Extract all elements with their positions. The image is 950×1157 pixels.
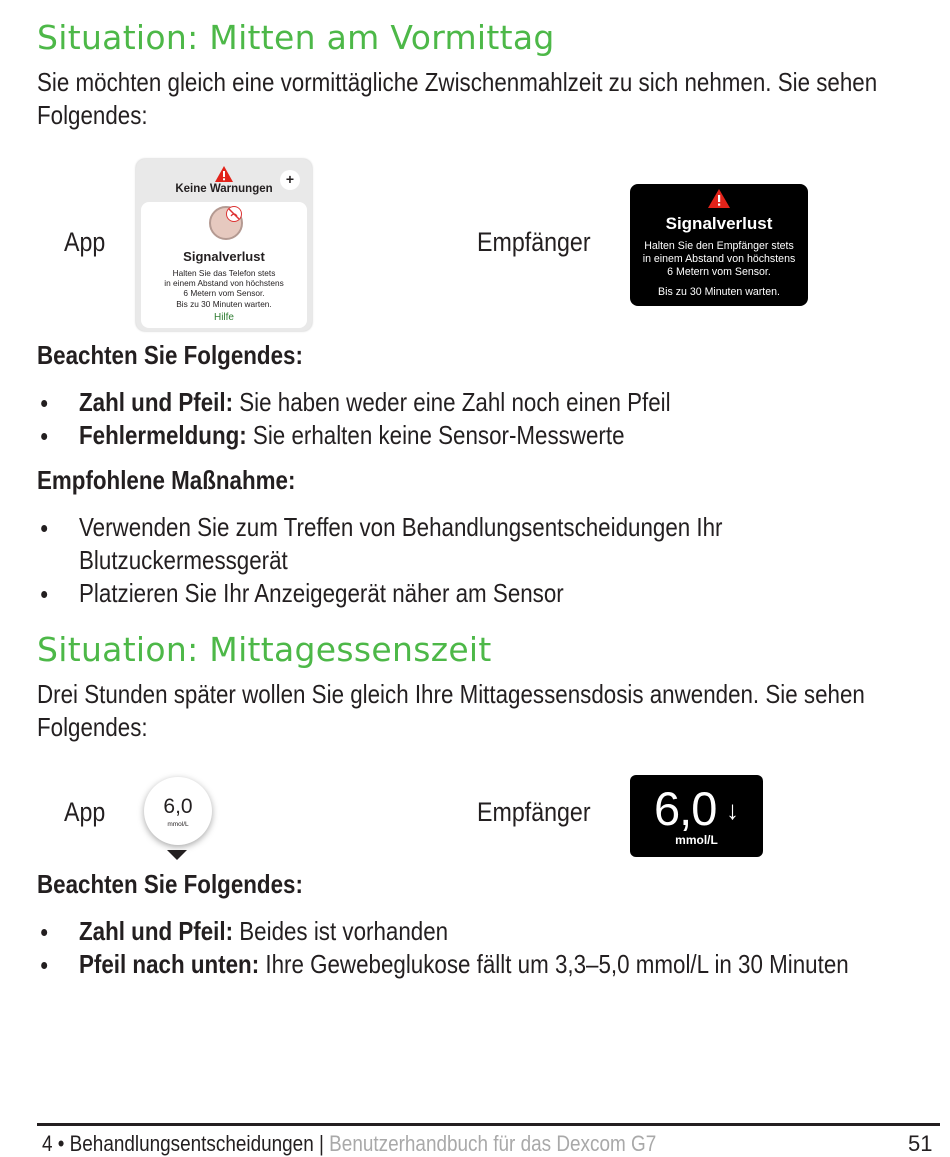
section-heading-1: Situation: Mitten am Vormittag	[37, 18, 555, 57]
footer-separator: |	[313, 1131, 330, 1156]
section-heading-2: Situation: Mittagessenszeit	[37, 630, 492, 669]
list-item	[79, 948, 948, 981]
receiver-wait-text: Bis zu 30 Minuten warten.	[658, 286, 780, 298]
receiver-signal-loss-title: Signalverlust	[665, 214, 773, 233]
list-item	[79, 511, 784, 577]
receiver-glucose-value: 6,0	[654, 782, 717, 835]
body-line: in einem Abstand von höchstens	[642, 253, 796, 265]
app-glucose-bubble	[144, 777, 212, 845]
no-signal-icon	[226, 206, 242, 222]
section-intro-2: Drei Stunden später wollen Sie gleich Ihre Mittagessensdosis anwenden. Sie sehen Folgendes:	[37, 679, 865, 742]
footer-manual-title: Benutzerhandbuch für das Dexcom G7	[329, 1131, 657, 1156]
receiver-glucose-unit: mmol/L	[675, 833, 718, 847]
item-text: Verwenden Sie zum Treffen von Behandlungsentscheidungen Ihr Blutzuckermessgerät	[79, 512, 723, 575]
warning-triangle-icon	[215, 166, 233, 182]
list-item	[79, 386, 948, 419]
footer-text	[42, 1131, 656, 1157]
list-item	[79, 915, 948, 948]
app-label-2: App	[64, 797, 106, 827]
action-heading: Empfohlene Maßnahme:	[37, 465, 296, 495]
footer-chapter: 4 • Behandlungsentscheidungen	[42, 1131, 314, 1156]
add-button[interactable]: +	[280, 170, 300, 190]
item-bold: Fehlermeldung:	[79, 420, 247, 450]
item-text: Sie erhalten keine Sensor-Messwerte	[246, 420, 625, 450]
app-glucose-unit: mmol/L	[167, 821, 189, 828]
receiver-signal-loss-screen	[630, 184, 808, 306]
signal-loss-card	[141, 202, 307, 328]
page-number: 51	[908, 1131, 933, 1156]
notice-heading-2: Beachten Sie Folgendes:	[37, 869, 303, 899]
app-glucose-value: 6,0	[163, 795, 193, 818]
notice-list-1	[79, 386, 950, 452]
body-line: Halten Sie das Telefon stets	[172, 268, 276, 278]
app-signal-loss-screen	[136, 159, 312, 331]
footer-divider	[37, 1123, 940, 1126]
item-text: Ihre Gewebeglukose fällt um 3,3–5,0 mmol/L in 30 Minuten	[259, 949, 849, 979]
action-list	[79, 511, 950, 610]
signal-loss-title: Signalverlust	[183, 249, 265, 264]
list-item	[79, 419, 948, 452]
item-text: Beides ist vorhanden	[233, 916, 449, 946]
item-text: Sie haben weder eine Zahl noch einen Pfeil	[233, 387, 671, 417]
signal-loss-body	[141, 268, 307, 309]
help-link[interactable]: Hilfe	[213, 312, 234, 323]
warning-triangle-icon	[708, 189, 730, 208]
item-bold: Zahl und Pfeil:	[79, 387, 234, 417]
no-warnings-text: Keine Warnungen	[175, 183, 273, 195]
body-line: 6 Metern vom Sensor.	[183, 288, 265, 299]
down-arrow-icon: ↓	[726, 795, 739, 825]
body-line: Bis zu 30 Minuten warten.	[176, 298, 272, 309]
body-line: 6 Metern vom Sensor.	[667, 266, 771, 278]
receiver-label-1: Empfänger	[477, 227, 591, 257]
list-item	[79, 577, 948, 610]
item-bold: Zahl und Pfeil:	[79, 916, 234, 946]
sensor-icon	[209, 206, 243, 240]
trend-down-pointer-icon	[167, 850, 187, 860]
notice-heading-1: Beachten Sie Folgendes:	[37, 340, 303, 370]
receiver-signal-loss-body	[630, 240, 808, 279]
body-line: Halten Sie den Empfänger stets	[644, 240, 794, 252]
item-text: Platzieren Sie Ihr Anzeigegerät näher am Sensor	[79, 578, 564, 608]
receiver-label-2: Empfänger	[477, 797, 591, 827]
section-intro-1: Sie möchten gleich eine vormittägliche Zwischenmahlzeit zu sich nehmen. Sie sehen Folgendes:	[37, 67, 878, 130]
body-line: in einem Abstand von höchstens	[164, 278, 284, 289]
app-label-1: App	[64, 227, 106, 257]
notice-list-2	[79, 915, 950, 981]
item-bold: Pfeil nach unten:	[79, 949, 260, 979]
receiver-glucose-screen	[630, 775, 763, 857]
